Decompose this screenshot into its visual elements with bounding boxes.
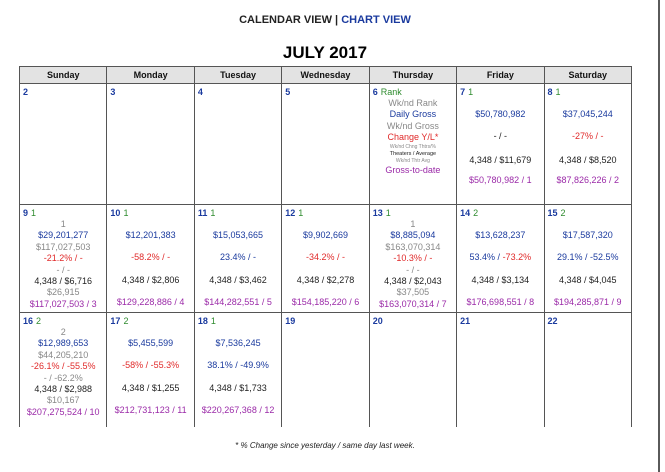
change: 29.1% / -52.5%: [556, 252, 619, 263]
day-number: [195, 313, 281, 327]
weekday-wednesday: Wednesday: [282, 67, 369, 84]
daily-gross: $37,045,244: [562, 109, 613, 119]
legend-wknd-rank: Wk/nd Rank: [388, 98, 438, 108]
theaters-average: 4,348 / $4,045: [558, 274, 617, 285]
weekday-thursday: Thursday: [369, 67, 456, 84]
theaters-average: 4,348 / $8,520: [558, 154, 617, 165]
weekend-change: - / -: [406, 264, 420, 275]
change: -21.2% / -: [43, 253, 83, 264]
weekday-monday: Monday: [107, 67, 194, 84]
rank: 1: [123, 208, 129, 218]
theaters-average: 4,348 / $1,733: [209, 382, 267, 393]
week-row: [20, 313, 632, 428]
weekday-header-row: [20, 67, 632, 84]
legend-wknd-change: Wk/nd Chng Thtrs/%: [389, 143, 436, 150]
day-number: 22: [547, 316, 558, 326]
weekend-rank: 2: [60, 327, 66, 337]
rank: 1: [31, 208, 37, 218]
day-cell-9[interactable]: [20, 205, 107, 313]
day-number: 21: [460, 316, 471, 326]
weekend-average: $10,167: [46, 395, 80, 406]
day-cell-20[interactable]: [369, 313, 456, 428]
gross-to-date: $144,282,551 / 5: [204, 297, 272, 308]
weekend-average: $37,505: [396, 287, 430, 298]
day-number-text: 18: [197, 316, 208, 326]
daily-gross: $29,201,277: [38, 230, 89, 241]
day-number: 5: [285, 87, 291, 97]
theaters-average: 4,348 / $2,988: [34, 384, 92, 395]
day-number: [107, 313, 193, 327]
day-cell-22[interactable]: [544, 313, 631, 428]
day-number: [457, 205, 543, 219]
daily-gross: $7,536,245: [215, 338, 261, 348]
footnote: * % Change since yesterday / same day last week.: [235, 441, 415, 450]
rank: 2: [560, 208, 566, 218]
gross-to-date: $176,698,551 / 8: [466, 297, 535, 308]
day-number-text: 9: [23, 208, 29, 218]
theaters-average: 4,348 / $2,806: [121, 274, 180, 285]
weekend-rank: 1: [60, 219, 66, 229]
daily-gross: $5,455,599: [128, 338, 174, 348]
change-day: 53.4% /: [469, 252, 503, 263]
day-number-text: 16: [23, 316, 34, 326]
theaters-average: 4,348 / $2,043: [384, 276, 442, 287]
nav-separator: |: [332, 14, 342, 26]
weekend-average: $26,915: [46, 287, 80, 298]
change: -58% / -55.3%: [122, 360, 180, 371]
day-number-text: 11: [197, 208, 208, 218]
rank: 1: [468, 87, 474, 97]
day-number-text: 17: [110, 316, 121, 326]
day-cell-5[interactable]: [282, 84, 369, 205]
change: [457, 252, 543, 263]
gross-to-date: $220,267,368 / 12: [201, 405, 275, 416]
legend-rank: Rank: [380, 87, 402, 97]
change: -10.3% / -: [393, 253, 433, 264]
day-number: [457, 84, 543, 98]
day-cell-16[interactable]: [20, 313, 107, 428]
day-number-text: 6: [372, 87, 378, 97]
day-number: [545, 205, 631, 219]
calendar-grid: [19, 66, 632, 427]
day-number: [20, 313, 106, 327]
day-number: 20: [372, 316, 383, 326]
day-number-text: 15: [547, 208, 558, 218]
day-number: 3: [110, 87, 116, 97]
day-cell-12[interactable]: [282, 205, 369, 313]
day-number: 4: [197, 87, 203, 97]
daily-gross: $12,201,383: [125, 230, 176, 240]
rank: 1: [385, 208, 391, 218]
weekday-saturday: Saturday: [544, 67, 631, 84]
day-cell-15[interactable]: [544, 205, 631, 313]
change: -58.2% / -: [131, 252, 171, 263]
change: -27% / -: [572, 131, 604, 142]
weekday-friday: Friday: [457, 67, 544, 84]
legend-daily-gross: Daily Gross: [389, 109, 437, 120]
change: -34.2% / -: [305, 252, 345, 263]
week-row: [20, 84, 632, 205]
week-row: [20, 205, 632, 313]
weekday-sunday: Sunday: [20, 67, 107, 84]
day-number: [20, 205, 106, 219]
day-number-text: 13: [372, 208, 383, 218]
calendar-view-link[interactable]: CALENDAR VIEW: [239, 14, 332, 26]
day-number-text: 10: [110, 208, 121, 218]
gross-to-date: $87,826,226 / 2: [556, 175, 620, 186]
weekend-change: - / -: [56, 264, 70, 275]
rank: 1: [555, 87, 561, 97]
legend-gross-to-date: Gross-to-date: [385, 164, 441, 175]
gross-to-date: $154,185,220 / 6: [291, 297, 360, 308]
day-cell-14[interactable]: [457, 205, 544, 313]
gross-to-date: $163,070,314 / 7: [379, 298, 447, 309]
weekend-gross: $117,027,503: [36, 241, 91, 252]
rank: 2: [123, 316, 129, 326]
gross-to-date: $117,027,503 / 3: [29, 298, 97, 309]
day-number-text: 12: [285, 208, 296, 218]
change-week: -73.2%: [502, 252, 532, 263]
gross-to-date: $50,780,982 / 1: [469, 175, 532, 186]
change: 23.4% / -: [220, 252, 257, 263]
day-cell-18[interactable]: [194, 313, 281, 428]
daily-gross: $13,628,237: [475, 230, 526, 240]
rank: 2: [36, 316, 42, 326]
legend-change: Change Y/L*: [387, 132, 439, 143]
day-number: [107, 205, 193, 219]
daily-gross: $9,902,669: [302, 230, 348, 240]
weekday-tuesday: Tuesday: [194, 67, 281, 84]
day-cell-8[interactable]: [544, 84, 631, 205]
daily-gross: $17,587,320: [562, 230, 613, 240]
rank: 1: [210, 208, 216, 218]
gross-to-date: $129,228,886 / 4: [116, 297, 185, 308]
weekend-gross: $163,070,314: [385, 241, 441, 252]
day-cell-6-legend[interactable]: [369, 84, 456, 205]
day-number: [282, 205, 368, 219]
daily-gross: $8,885,094: [390, 230, 436, 241]
day-cell-4[interactable]: [194, 84, 281, 205]
day-number: [370, 84, 456, 98]
day-number: [370, 205, 456, 219]
weekend-rank: 1: [410, 219, 416, 229]
view-switcher: [0, 14, 650, 26]
change: - / -: [493, 131, 508, 142]
day-number: [195, 205, 281, 219]
day-number: [545, 84, 631, 98]
rank: 1: [210, 316, 216, 326]
day-number-text: 7: [460, 87, 466, 97]
window-edge: [658, 0, 660, 472]
daily-gross: $50,780,982: [475, 109, 526, 119]
day-cell-3[interactable]: [107, 84, 194, 205]
day-cell-19[interactable]: [282, 313, 369, 428]
change: -26.1% / -55.5%: [30, 361, 96, 372]
theaters-average: 4,348 / $3,134: [471, 274, 530, 285]
legend-wknd-avg: Wk/nd Thtr Avg: [395, 157, 430, 164]
day-cell-11[interactable]: [194, 205, 281, 313]
day-cell-21[interactable]: [457, 313, 544, 428]
day-cell-10[interactable]: [107, 205, 194, 313]
day-cell-17[interactable]: [107, 313, 194, 428]
legend-wknd-gross: Wk/nd Gross: [386, 120, 439, 131]
weekend-gross: $44,205,210: [38, 349, 89, 360]
gross-to-date: $212,731,123 / 11: [114, 405, 187, 416]
day-number-text: 8: [547, 87, 553, 97]
legend-theaters-average: Theaters / Average: [389, 150, 437, 157]
theaters-average: 4,348 / $3,462: [209, 274, 267, 285]
gross-to-date: $207,275,524 / 10: [26, 406, 100, 417]
rank: 2: [473, 208, 479, 218]
day-cell-2[interactable]: [20, 84, 107, 205]
gross-to-date: $194,285,871 / 9: [553, 297, 622, 308]
daily-gross: $12,989,653: [38, 338, 89, 349]
day-number-text: 14: [460, 208, 471, 218]
theaters-average: 4,348 / $1,255: [121, 382, 180, 393]
theaters-average: 4,348 / $11,679: [469, 154, 532, 165]
day-cell-13[interactable]: [369, 205, 456, 313]
month-title: JULY 2017: [282, 43, 368, 62]
rank: 1: [298, 208, 304, 218]
day-number: 19: [285, 316, 296, 326]
day-number: 2: [23, 87, 29, 97]
theaters-average: 4,348 / $6,716: [34, 276, 92, 287]
chart-view-link[interactable]: CHART VIEW: [341, 14, 411, 26]
weekend-change: - / -62.2%: [43, 372, 83, 383]
theaters-average: 4,348 / $2,278: [296, 274, 355, 285]
day-cell-7[interactable]: [457, 84, 544, 205]
change: 38.1% / -49.9%: [207, 360, 269, 371]
daily-gross: $15,053,665: [213, 230, 264, 240]
